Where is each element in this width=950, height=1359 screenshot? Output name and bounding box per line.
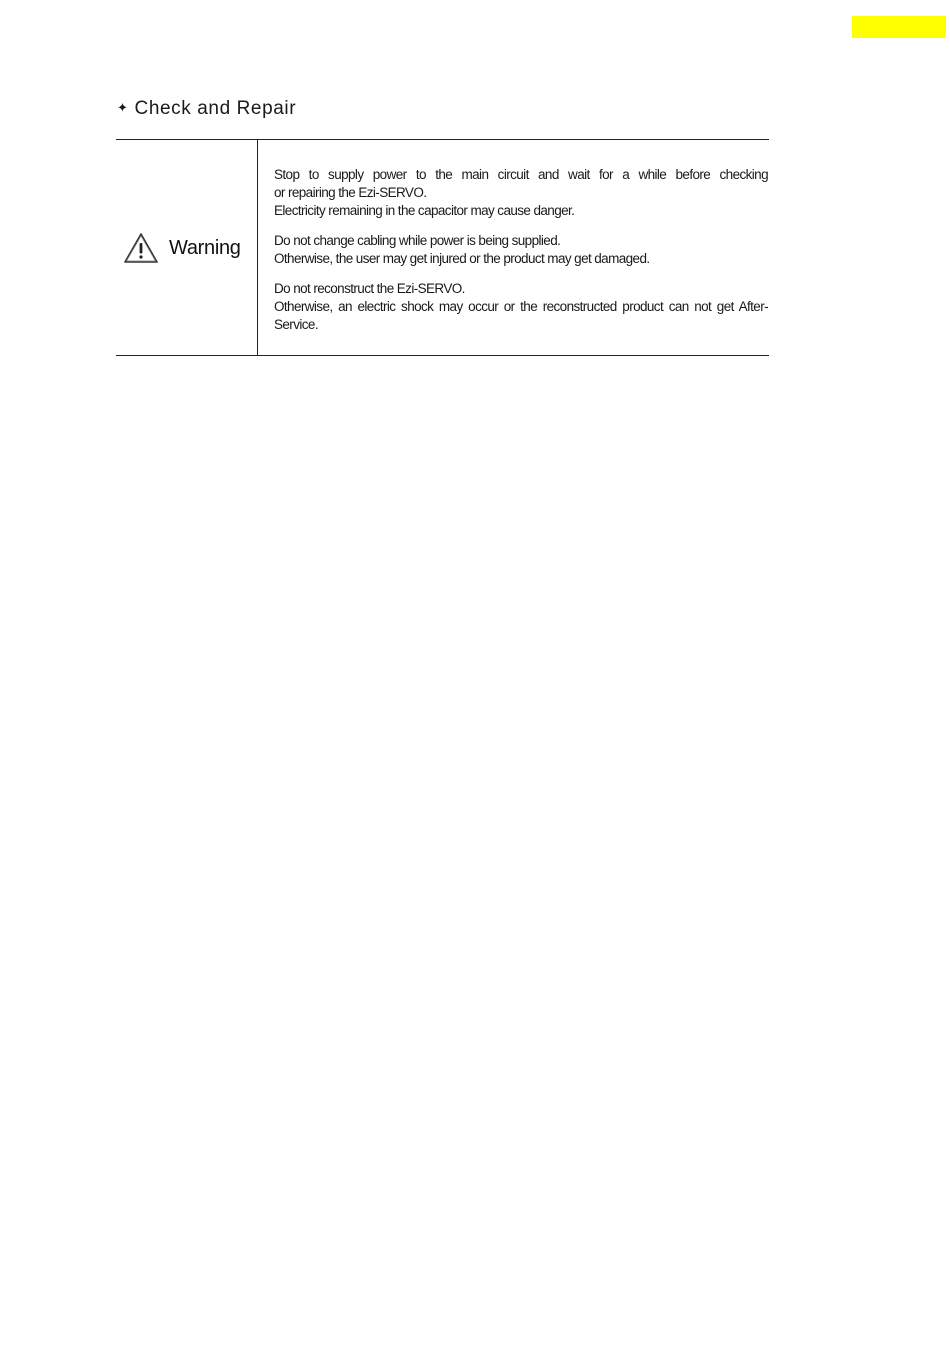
warning-line: Electricity remaining in the capacitor may cause danger. (274, 203, 575, 218)
warning-table (116, 139, 769, 356)
section-heading (117, 98, 296, 120)
warning-line: Service. (274, 317, 318, 332)
warning-paragraph (274, 280, 768, 334)
warning-triangle-icon (123, 232, 159, 264)
page-tab-marker (852, 16, 946, 38)
heading-bullet-icon: ✦ (117, 100, 129, 115)
warning-content-cell (274, 166, 768, 334)
warning-line: Do not reconstruct the Ezi-SERVO. (274, 281, 465, 296)
warning-line: Stop to supply power to the main circuit and wait for a while before checking (274, 167, 768, 182)
warning-label-text: Warning (169, 236, 241, 259)
warning-line: Do not change cabling while power is being supplied. (274, 233, 561, 248)
warning-label (123, 232, 241, 264)
warning-paragraph (274, 166, 768, 220)
warning-line: or repairing the Ezi-SERVO. (274, 185, 427, 200)
warning-line: Otherwise, an electric shock may occur or the reconstructed product can not get After- (274, 299, 768, 314)
section-title: Check and Repair (134, 98, 297, 119)
warning-paragraph (274, 232, 768, 268)
warning-label-cell (116, 140, 258, 355)
warning-line: Otherwise, the user may get injured or the product may get damaged. (274, 251, 650, 266)
